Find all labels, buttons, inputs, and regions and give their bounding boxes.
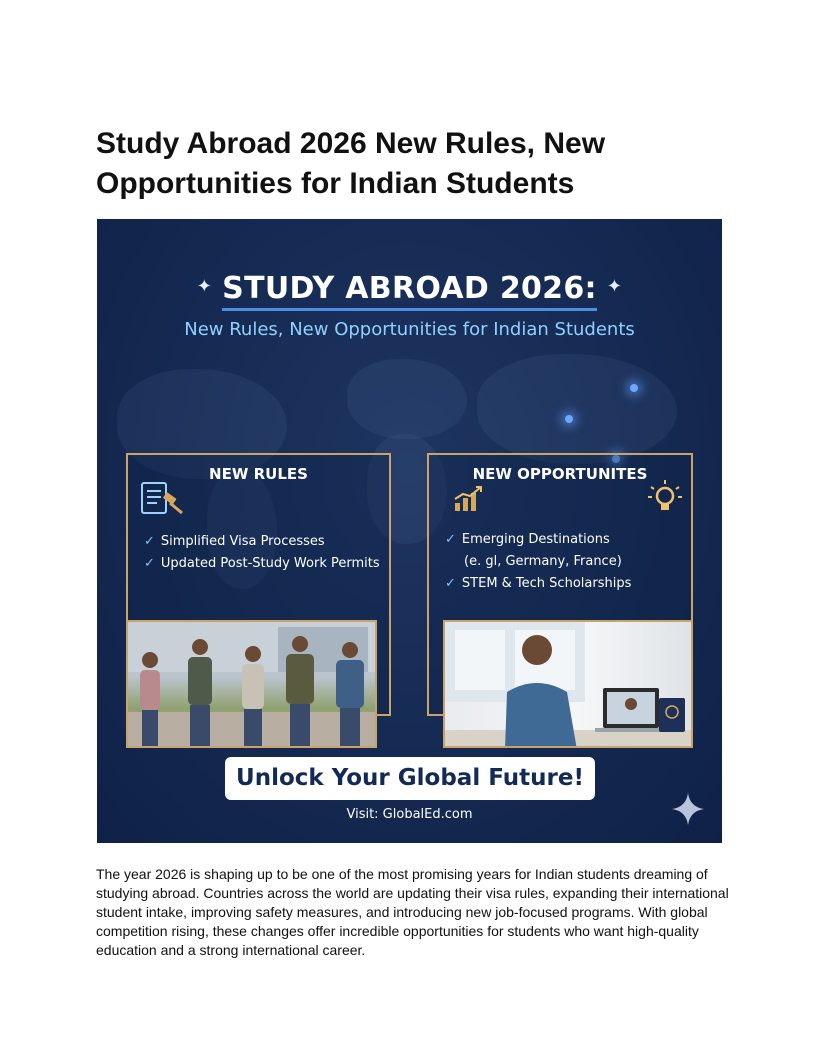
student-laptop-illustration (445, 622, 693, 748)
study-abroad-banner (97, 219, 722, 843)
document-gavel-icon (140, 481, 186, 517)
page-title: Study Abroad 2026 New Rules, New Opportunities for Indian Students (96, 127, 606, 200)
new-opportunities-heading: NEW OPPORTUNITES (472, 465, 648, 483)
cta-button: Unlock Your Global Future! (225, 757, 595, 800)
new-rules-heading: NEW RULES (209, 465, 308, 483)
growth-chart-icon (453, 485, 485, 513)
check-icon: ✓ (144, 534, 155, 549)
lightbulb-icon (647, 479, 683, 517)
new-rules-list (144, 531, 380, 575)
map-continent (347, 359, 467, 439)
list-item: ✓ Updated Post-Study Work Permits (144, 556, 380, 571)
intro-paragraph: The year 2026 is shaping up to be one of the most promising years for Indian students dreaming of studying abroad. Countries across the world are updating their visa rules, expanding their international student intake, improving safety measures, and introducing new job-focused programs. With global competition rising, these changes offer incredible opportunities for students who want high-quality education and a strong international career. (96, 866, 729, 958)
student-laptop-photo (443, 620, 693, 748)
students-walking-photo (126, 620, 377, 748)
list-item: ✓ Simplified Visa Processes (144, 534, 325, 549)
check-icon: ✓ (445, 576, 456, 591)
new-opportunities-list (445, 529, 631, 595)
students-illustration (128, 622, 377, 748)
sparkle-icon: ✦ (196, 276, 213, 297)
list-item: ✓ Emerging Destinations (445, 532, 610, 547)
banner-title (97, 271, 722, 311)
map-continent (477, 354, 677, 464)
map-glow-dot (630, 384, 638, 392)
sparkle-icon (672, 793, 704, 825)
sparkle-icon: ✦ (606, 276, 623, 297)
map-glow-dot (565, 415, 573, 423)
list-item: ✓ STEM & Tech Scholarships (445, 576, 632, 591)
check-icon: ✓ (445, 532, 456, 547)
visit-link-text: Visit: GlobalEd.com (346, 807, 473, 822)
banner-title-text: STUDY ABROAD 2026: (222, 271, 597, 311)
check-icon: ✓ (144, 556, 155, 571)
banner-subtitle: New Rules, New Opportunities for Indian Students (184, 319, 635, 340)
list-item-detail: (e. gl, Germany, France) (464, 554, 622, 569)
